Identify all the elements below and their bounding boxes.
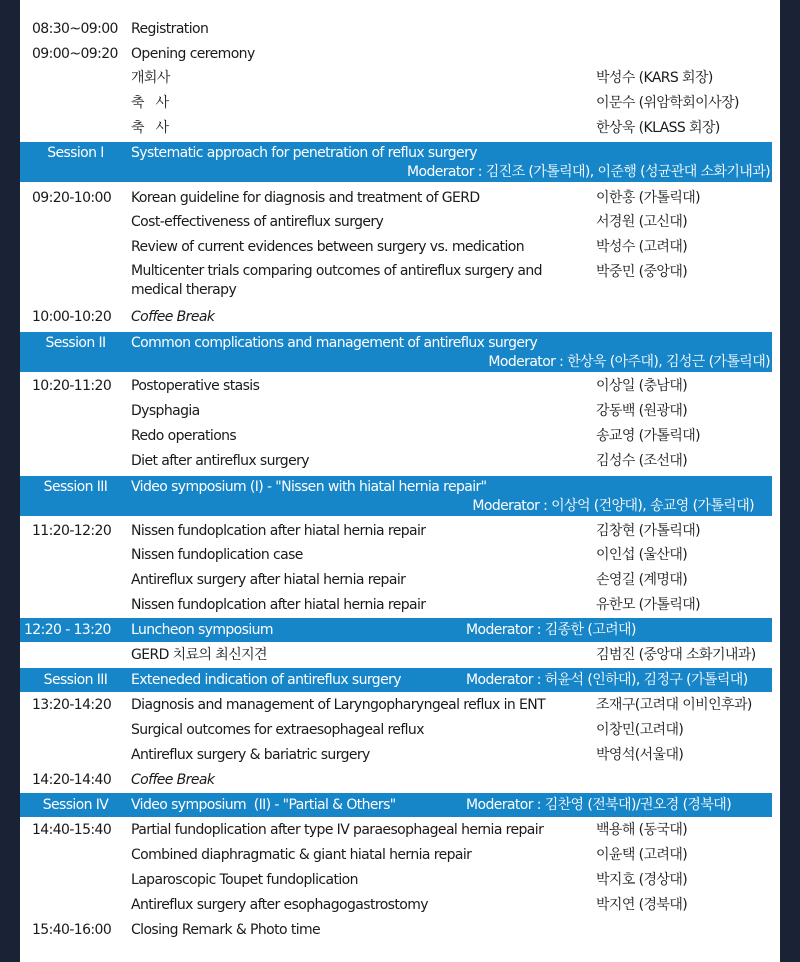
talk-title: Multicenter trials comparing outcomes of antireflux surgery and medical therapy <box>131 263 542 298</box>
program-sheet <box>20 0 780 962</box>
schedule-row <box>20 893 780 917</box>
speaker: 손영길 (계명대) <box>596 572 688 588</box>
speaker: 박중민 (중앙대) <box>596 264 688 280</box>
schedule-row <box>20 260 780 304</box>
talk-title: Coffee Break <box>131 309 215 325</box>
speaker: 박성수 (KARS 회장) <box>596 70 713 86</box>
talk-title: GERD 치료의 최신지견 <box>131 647 267 663</box>
time-slot: 14:40-15:40 <box>32 822 112 838</box>
luncheon-moderator: Moderator : 김종한 (고려대) <box>466 622 636 638</box>
time-slot: 08:30~09:00 <box>32 21 118 37</box>
session-title: Common complications and management of antireflux surgery <box>131 335 538 351</box>
luncheon-time: 12:20 - 13:20 <box>24 622 111 638</box>
talk-title: Coffee Break <box>131 772 215 788</box>
talk-title: Nissen fundoplcation after hiatal hernia repair <box>131 523 426 539</box>
session-label: Session III <box>43 672 108 688</box>
speaker: 조재구(고려대 이비인후과) <box>596 697 752 713</box>
talk-title: Antireflux surgery after hiatal hernia repair <box>131 572 406 588</box>
talk-title: Redo operations <box>131 428 237 444</box>
speaker: 박영석(서울대) <box>596 747 684 763</box>
session-moderator: Moderator : 김찬영 (전북대)/권오경 (경북대) <box>466 797 732 813</box>
schedule-row <box>20 399 780 423</box>
talk-title: Antireflux surgery after esophagogastrostomy <box>131 897 428 913</box>
schedule-row <box>20 643 780 667</box>
schedule-row <box>20 91 780 115</box>
speaker: 이인섭 (울산대) <box>596 547 688 563</box>
talk-title: Antireflux surgery & bariatric surgery <box>131 747 370 763</box>
talk-title: Opening ceremony <box>131 46 255 62</box>
time-slot: 13:20-14:20 <box>32 697 112 713</box>
talk-title: 축 사 <box>131 95 169 111</box>
speaker: 김성수 (조선대) <box>596 453 688 469</box>
session-moderator: Moderator : 허윤석 (인하대), 김정구 (가톨릭대) <box>466 672 748 688</box>
session-label: Session IV <box>42 797 109 813</box>
talk-title: 개회사 <box>131 70 170 86</box>
session-title: Video symposium (I) - "Nissen with hiatal hernia repair" <box>131 479 487 495</box>
time-slot: 14:20-14:40 <box>32 772 112 788</box>
session-label: Session III <box>43 479 108 495</box>
session-header <box>20 476 772 516</box>
time-slot: 10:20-11:20 <box>32 378 112 394</box>
schedule-row <box>20 235 780 259</box>
speaker: 이윤택 (고려대) <box>596 847 688 863</box>
talk-title: Review of current evidences between surgery vs. medication <box>131 239 524 255</box>
speaker: 한상욱 (KLASS 회장) <box>596 120 720 136</box>
schedule-row <box>20 768 780 792</box>
schedule-row <box>20 593 780 617</box>
schedule-row <box>20 918 780 942</box>
talk-title: Cost-effectiveness of antireflux surgery <box>131 214 384 230</box>
speaker: 강동백 (원광대) <box>596 403 688 419</box>
speaker: 이문수 (위암학회이사장) <box>596 95 739 111</box>
speaker: 이한홍 (가톨릭대) <box>596 190 701 206</box>
speaker: 이창민(고려대) <box>596 722 684 738</box>
session-title: Video symposium (II) - "Partial & Others" <box>131 797 396 813</box>
talk-title: Korean guideline for diagnosis and treatment of GERD <box>131 190 480 206</box>
talk-title: Diagnosis and management of Laryngopharyngeal reflux in ENT <box>131 697 546 713</box>
talk-title: Postoperative stasis <box>131 378 260 394</box>
luncheon-header <box>20 618 772 642</box>
schedule-row <box>20 568 780 592</box>
session-label: Session II <box>45 335 106 351</box>
schedule-row <box>20 305 780 329</box>
talk-title: Diet after antireflux surgery <box>131 453 309 469</box>
session-header <box>20 332 772 372</box>
schedule-row <box>20 186 780 210</box>
speaker: 송교영 (가톨릭대) <box>596 428 701 444</box>
talk-title: Combined diaphragmatic & giant hiatal hernia repair <box>131 847 472 863</box>
schedule-row <box>20 210 780 234</box>
speaker: 김창현 (가톨릭대) <box>596 523 701 539</box>
session-moderator: Moderator : 이상억 (건양대), 송교영 (가톨릭대) <box>472 498 754 514</box>
schedule-row <box>20 116 780 140</box>
session-header <box>20 142 772 182</box>
session-label: Session I <box>47 145 104 161</box>
session-title: Systematic approach for penetration of reflux surgery <box>131 145 477 161</box>
speaker: 박지연 (경북대) <box>596 897 688 913</box>
talk-title: Partial fundoplication after type IV paraesophageal hernia repair <box>131 822 544 838</box>
speaker: 박지호 (경상대) <box>596 872 688 888</box>
speaker: 박성수 (고려대) <box>596 239 688 255</box>
schedule-row <box>20 374 780 398</box>
time-slot: 15:40-16:00 <box>32 922 112 938</box>
time-slot: 10:00-10:20 <box>32 309 112 325</box>
schedule-row <box>20 66 780 90</box>
schedule-row <box>20 449 780 473</box>
session-moderator: Moderator : 한상욱 (아주대), 김성근 (가톨릭대) <box>488 354 770 370</box>
schedule-row <box>20 693 780 717</box>
talk-title: Nissen fundoplcation after hiatal hernia repair <box>131 597 426 613</box>
session-title: Exteneded indication of antireflux surgery <box>131 672 401 688</box>
session-header <box>20 793 772 817</box>
talk-title: Surgical outcomes for extraesophageal reflux <box>131 722 424 738</box>
time-slot: 09:20-10:00 <box>32 190 112 206</box>
speaker: 백용해 (동국대) <box>596 822 688 838</box>
speaker: 이상일 (충남대) <box>596 378 688 394</box>
schedule-row <box>20 543 780 567</box>
speaker: 유한모 (가톨릭대) <box>596 597 701 613</box>
talk-title: Laparoscopic Toupet fundoplication <box>131 872 358 888</box>
session-header <box>20 668 772 692</box>
talk-title: Closing Remark & Photo time <box>131 922 321 938</box>
schedule-row <box>20 519 780 543</box>
time-slot: 11:20-12:20 <box>32 523 112 539</box>
schedule-row <box>20 843 780 867</box>
schedule-row <box>20 868 780 892</box>
schedule-row <box>20 818 780 842</box>
schedule-row <box>20 718 780 742</box>
talk-title: Dysphagia <box>131 403 200 419</box>
time-slot: 09:00~09:20 <box>32 46 118 62</box>
schedule-row <box>20 424 780 448</box>
talk-title: 축 사 <box>131 120 169 136</box>
speaker: 서경원 (고신대) <box>596 214 688 230</box>
schedule-row <box>20 743 780 767</box>
talk-title: Registration <box>131 21 209 37</box>
luncheon-title: Luncheon symposium <box>131 622 273 638</box>
session-moderator: Moderator : 김진조 (가톨릭대), 이준행 (성균관대 소화기내과) <box>407 164 770 180</box>
schedule-row <box>20 17 780 41</box>
schedule-row <box>20 42 780 66</box>
talk-title: Nissen fundoplication case <box>131 547 303 563</box>
speaker: 김범진 (중앙대 소화기내과) <box>596 647 756 663</box>
